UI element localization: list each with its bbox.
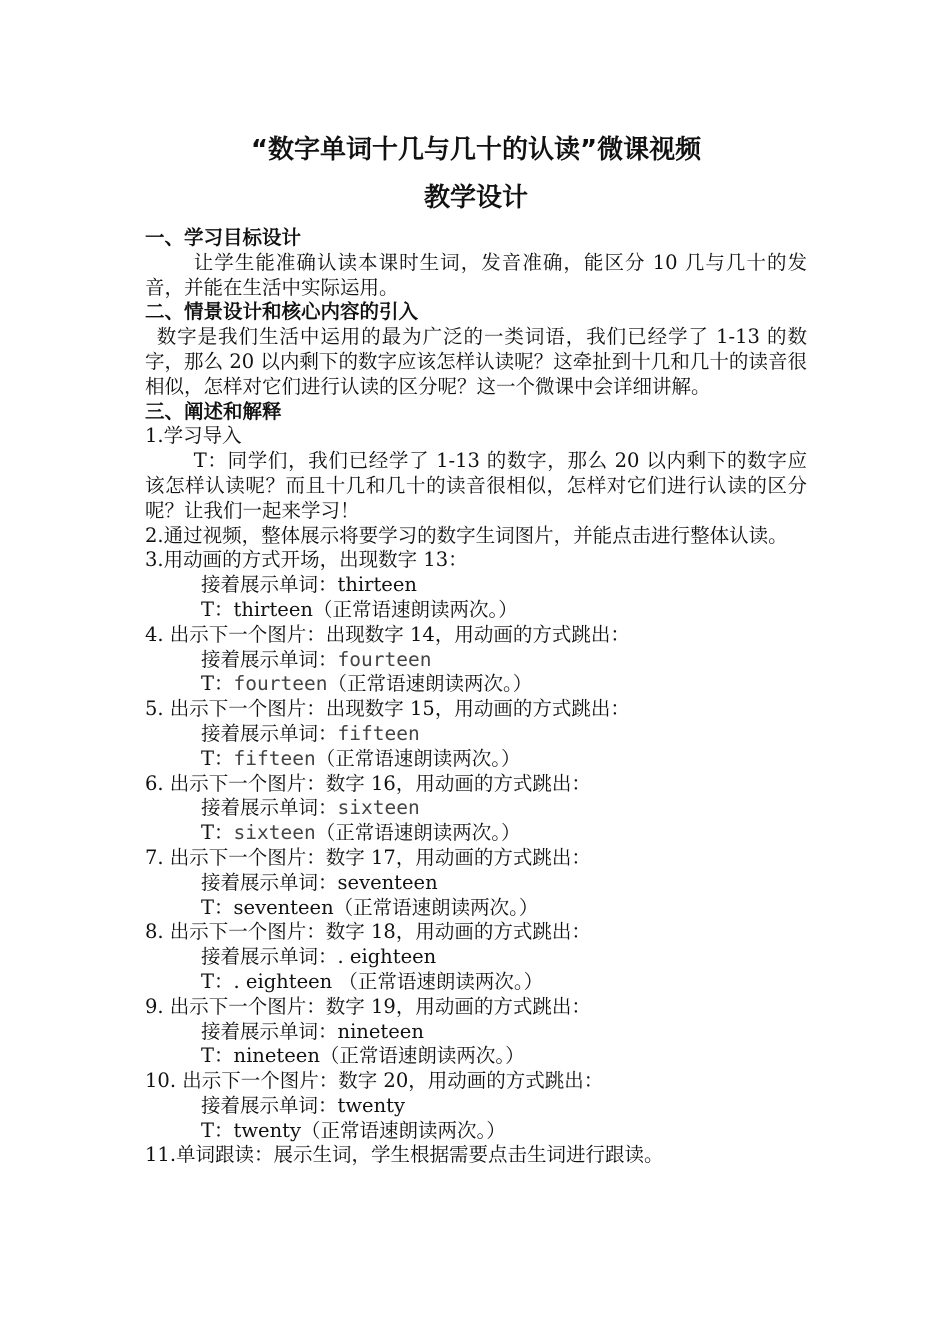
teacher-label: T： — [201, 1118, 234, 1142]
reading-note: （正常语速朗读两次。） — [338, 969, 544, 993]
reading-note: （正常语速朗读两次。） — [301, 1118, 506, 1142]
vocab-word: thirteen — [337, 573, 417, 597]
step-5-title: 5. 出示下一个图片：出现数字 15，用动画的方式跳出： — [145, 697, 630, 721]
step-5-teacher-line — [145, 747, 807, 772]
vocab-word: fifteen — [337, 721, 420, 745]
step-10-teacher-line — [145, 1119, 807, 1144]
teacher-label: T： — [201, 969, 234, 993]
vocab-word: fifteen — [233, 746, 316, 770]
step-1-text: T：同学们，我们已经学了 1-13 的数字，那么 20 以内剩下的数字应该怎样认读呢？而且十几和几十的读音很相似，怎样对它们进行认读的区分呢？让我们一起来学习！ — [145, 449, 807, 522]
vocab-word: sixteen — [233, 821, 316, 845]
vocab-word: fourteen — [233, 672, 328, 696]
step-7-teacher-line — [145, 896, 807, 921]
reading-note: （正常语速朗读两次。） — [315, 821, 521, 845]
step-4-show-line — [145, 648, 807, 673]
show-label: 接着展示单词： — [201, 721, 338, 745]
step-3-show-line — [145, 573, 807, 598]
teacher-label: T： — [201, 821, 234, 845]
reading-note: （正常语速朗读两次。） — [315, 746, 521, 770]
document-body — [145, 128, 807, 1168]
step-9-show-line — [145, 1020, 807, 1045]
show-label: 接着展示单词： — [201, 796, 338, 820]
step-11-text: 11.单词跟读：展示生词，学生根据需要点击生词进行跟读。 — [145, 1143, 664, 1167]
step-7-show-line — [145, 871, 807, 896]
vocab-word: seventeen — [233, 895, 334, 919]
step-10-title: 10. 出示下一个图片：数字 20，用动画的方式跳出： — [145, 1069, 604, 1093]
vocab-word: . eighteen — [233, 969, 339, 993]
teacher-label: T： — [201, 746, 234, 770]
step-4-teacher-line — [145, 672, 807, 697]
vocab-word: seventeen — [337, 870, 438, 894]
vocab-word: fourteen — [337, 647, 432, 671]
section-heading-3: 三、阐述和解释 — [145, 399, 282, 423]
step-8-teacher-line — [145, 970, 807, 995]
section-text-1: 让学生能准确认读本课时生词，发音准确，能区分 10 几与几十的发音，并能在生活中实际运用。 — [145, 250, 807, 299]
vocab-word: twenty — [233, 1118, 301, 1142]
teacher-label: T： — [201, 597, 234, 621]
step-10-show-line — [145, 1094, 807, 1119]
step-6-title: 6. 出示下一个图片：数字 16，用动画的方式跳出： — [145, 771, 591, 795]
vocab-word: . eighteen — [337, 945, 437, 969]
step-9-teacher-line — [145, 1044, 807, 1069]
reading-note: （正常语速朗读两次。） — [327, 672, 533, 696]
vocab-word: nineteen — [233, 1044, 320, 1068]
step-5-show-line — [145, 722, 807, 747]
step-2-text: 2.通过视频，整体展示将要学习的数字生词图片，并能点击进行整体认读。 — [145, 523, 788, 547]
section-heading-1: 一、学习目标设计 — [145, 226, 302, 249]
step-6-teacher-line — [145, 821, 807, 846]
document-subtitle: 教学设计 — [423, 183, 528, 213]
step-8-show-line — [145, 945, 807, 970]
show-label: 接着展示单词： — [201, 573, 338, 597]
show-label: 接着展示单词： — [201, 870, 338, 894]
document-title: “数字单词十几与几十的认读”微课视频 — [250, 135, 702, 165]
step-1-title: 1.学习导入 — [145, 424, 242, 448]
step-3-teacher-line — [145, 598, 807, 623]
section-heading-2: 二、情景设计和核心内容的引入 — [145, 300, 419, 324]
show-label: 接着展示单词： — [201, 1019, 338, 1043]
step-7-title: 7. 出示下一个图片：数字 17，用动画的方式跳出： — [145, 845, 591, 869]
reading-note: （正常语速朗读两次。） — [319, 1044, 525, 1068]
show-label: 接着展示单词： — [201, 945, 338, 969]
vocab-word: thirteen — [233, 597, 313, 621]
teacher-label: T： — [201, 672, 234, 696]
vocab-word: sixteen — [337, 796, 420, 820]
vocab-word: twenty — [337, 1093, 405, 1117]
section-text-2: 数字是我们生活中运用的最为广泛的一类词语，我们已经学了 1-13 的数字，那么 20 以内剩下的数字应该怎样认读呢？这牵扯到十几和几十的读音很相似，怎样对它们进行认读的区分呢？这一个微课中会详细讲解。 — [145, 325, 807, 398]
teacher-label: T： — [201, 895, 234, 919]
show-label: 接着展示单词： — [201, 1093, 338, 1117]
step-9-title: 9. 出示下一个图片：数字 19，用动画的方式跳出： — [145, 994, 591, 1018]
reading-note: （正常语速朗读两次。） — [333, 895, 539, 919]
step-6-show-line — [145, 796, 807, 821]
step-4-title: 4. 出示下一个图片：出现数字 14，用动画的方式跳出： — [145, 622, 630, 646]
step-3-title: 3.用动画的方式开场，出现数字 13： — [145, 548, 468, 572]
reading-note: （正常语速朗读两次。） — [312, 597, 518, 621]
step-8-title: 8. 出示下一个图片：数字 18，用动画的方式跳出： — [145, 920, 591, 944]
show-label: 接着展示单词： — [201, 647, 338, 671]
vocab-word: nineteen — [337, 1019, 424, 1043]
teacher-label: T： — [201, 1044, 234, 1068]
